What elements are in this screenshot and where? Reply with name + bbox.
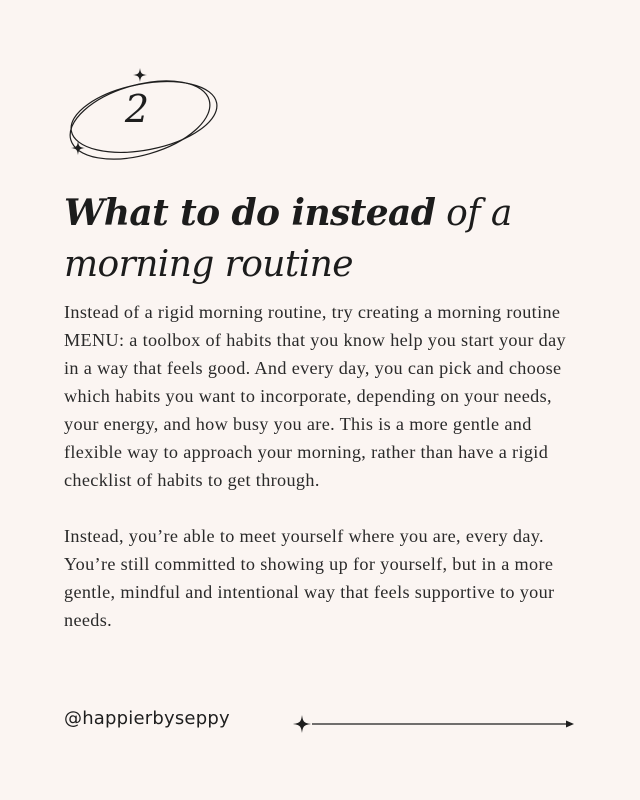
title-emphasis: What to do instead — [64, 192, 436, 234]
title-rest: of a morning routine — [64, 193, 512, 285]
arrow-right-icon — [290, 712, 580, 736]
page-title — [64, 188, 604, 290]
step-number: 2 — [124, 87, 150, 131]
paragraph: Instead of a rigid morning routine, try creating a morning routine MENU: a toolbox of habits that you know help you start your day in a way that feels good. And every day, you can pick and choose which habits you want to incorporate, depending on your needs, your energy, and how busy you are. This is a more gentle and flexible way to approach your morning, rather than have a rigid checklist of habits to get through. — [64, 302, 566, 490]
number-badge — [58, 62, 228, 172]
body-text — [64, 298, 584, 662]
paragraph: Instead, you’re able to meet yourself where you are, every day. You’re still committed to showing up for yourself, but in a more gentle, mindful and intentional way that feels supportive to your needs. — [64, 526, 555, 630]
social-handle: @happierbyseppy — [64, 708, 230, 729]
sparkle-icon — [293, 715, 311, 733]
